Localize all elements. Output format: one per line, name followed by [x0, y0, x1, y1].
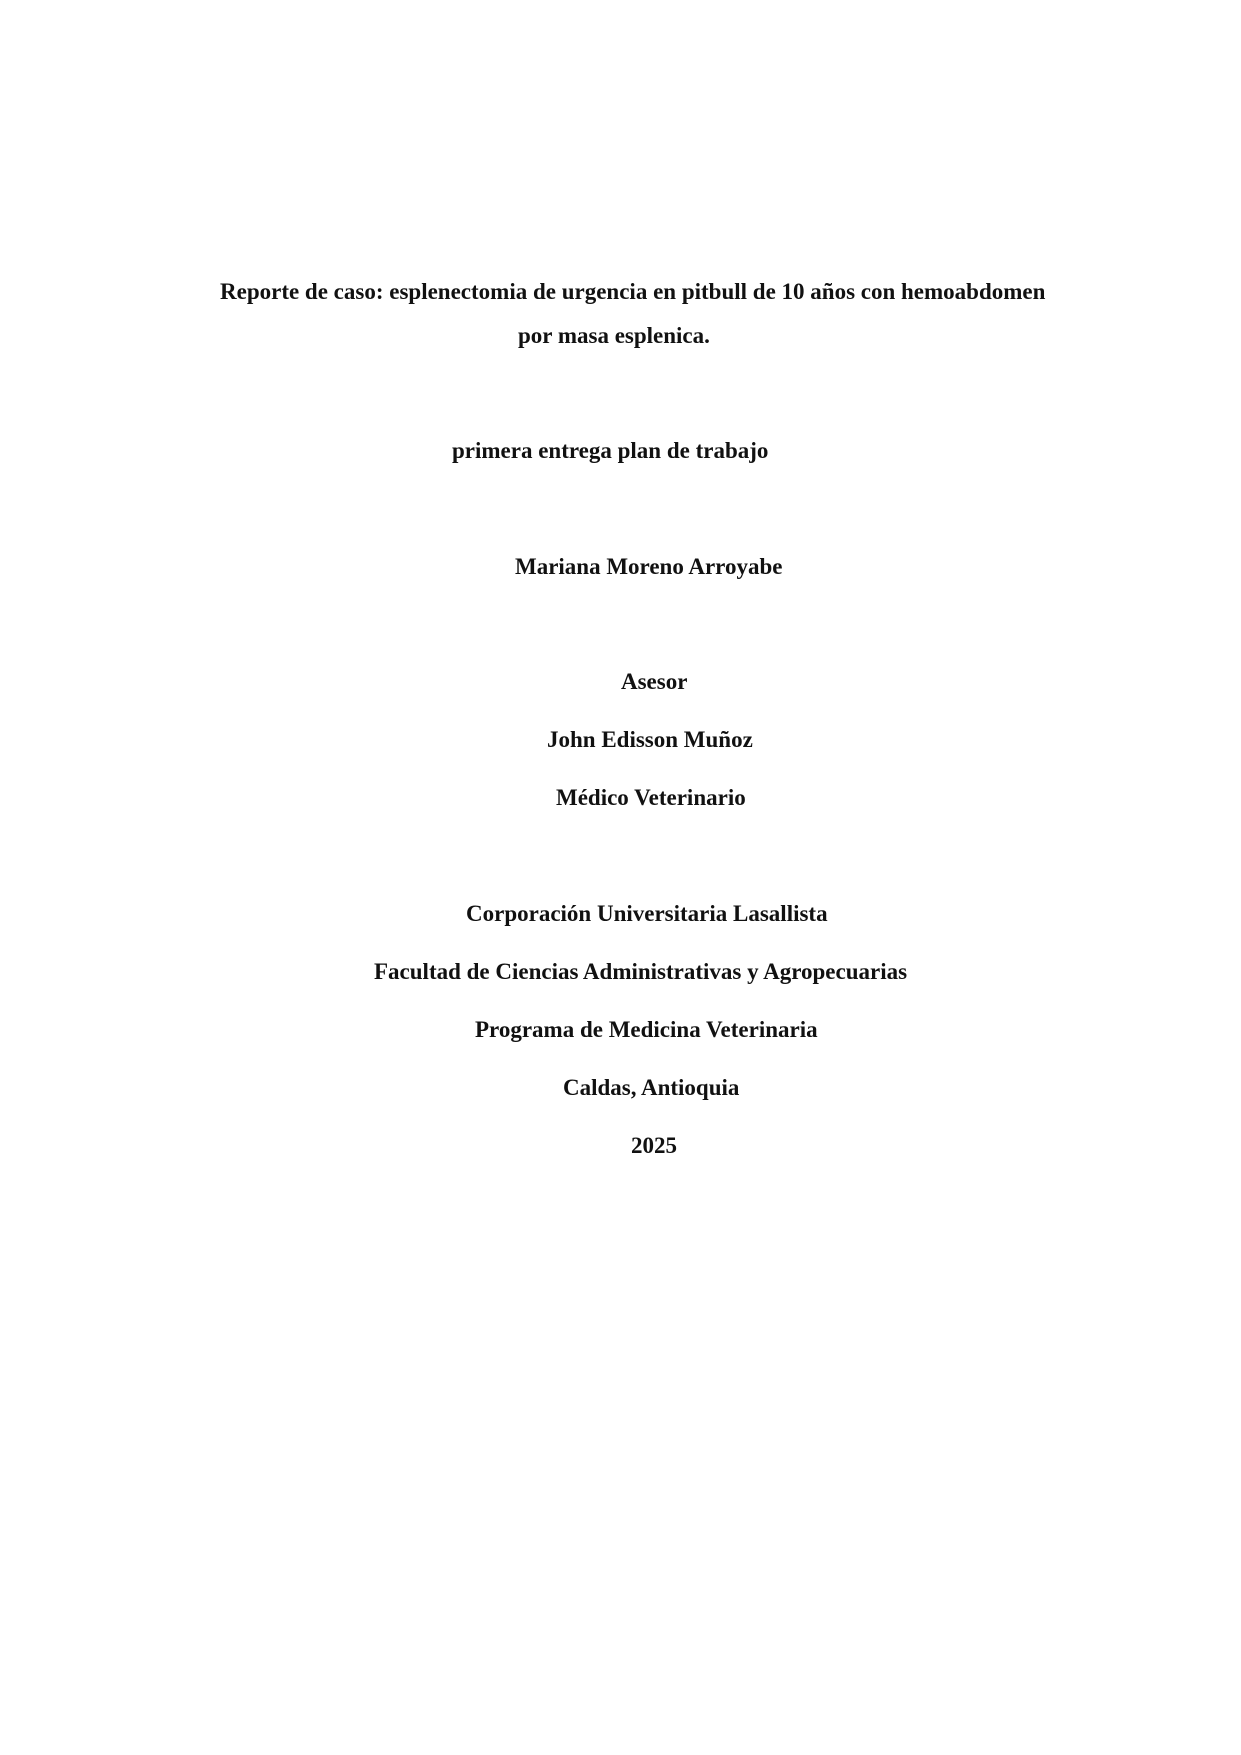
advisor-label: Asesor [621, 669, 688, 694]
program-name: Programa de Medicina Veterinaria [475, 1017, 818, 1042]
advisor-name: John Edisson Muñoz [547, 727, 753, 752]
faculty-name: Facultad de Ciencias Administrativas y Agropecuarias [374, 959, 908, 984]
location: Caldas, Antioquia [563, 1075, 740, 1100]
subtitle: primera entrega plan de trabajo [452, 438, 769, 463]
year: 2025 [631, 1133, 677, 1158]
title-line-2: por masa esplenica. [518, 323, 710, 348]
advisor-role: Médico Veterinario [556, 785, 746, 810]
institution-name: Corporación Universitaria Lasallista [466, 901, 828, 926]
title-line-1: Reporte de caso: esplenectomia de urgencia en pitbull de 10 años con hemoabdomen [220, 279, 1046, 304]
author-name: Mariana Moreno Arroyabe [515, 554, 783, 579]
